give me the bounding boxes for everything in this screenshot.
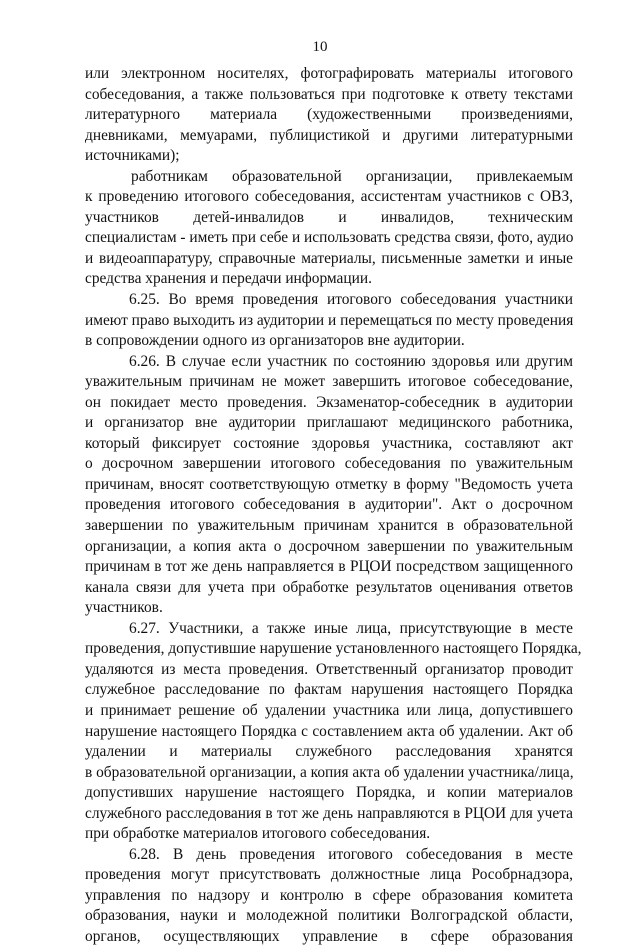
text-line: проведения, допустившие нарушение установленного настоящего Порядка, (85, 640, 582, 658)
text-line: и видеоаппаратуру, справочные материалы, письменные заметки и иные (85, 249, 573, 267)
text-line: удалении и материалы служебного расследования хранятся (85, 743, 573, 761)
text-line: при обработке материалов итогового собеседования. (85, 825, 431, 843)
paragraph-start-line: 6.25. Во время проведения итогового собеседования участники (129, 291, 573, 309)
document-body (85, 64, 582, 948)
text-line: органов, осуществляющих управление в сфере образования (85, 927, 573, 945)
text-line: литературного материала (художественными произведениями, (85, 106, 573, 124)
text-line: собеседования, а также пользоваться при подготовке к ответу текстами (85, 85, 573, 103)
text-line: он покидает место проведения. Экзаменатор-собеседник в аудитории (85, 393, 573, 411)
text-line: допустивших нарушение настоящего Порядка, и копии материалов (85, 784, 573, 802)
text-line: участников детей-инвалидов и инвалидов, техническим (85, 208, 573, 226)
text-line: и принимает решение об удалении участника или лица, допустившего (85, 701, 573, 719)
text-line: управления по надзору и контролю в сфере образования комитета (85, 886, 573, 904)
text-line: проведения итогового собеседования в аудитории". Акт о досрочном (85, 496, 573, 514)
text-line: причинам в тот же день направляется в РЦОИ посредством защищенного (85, 558, 573, 576)
text-line: к проведению итогового собеседования, ассистентам участников с ОВЗ, (85, 188, 573, 206)
text-line: нарушение настоящего Порядка с составлением акта об удалении. Акт об (85, 722, 573, 740)
paragraph-start-line: 6.27. Участники, а также иные лица, присутствующие в месте (129, 619, 573, 637)
text-line: канала связи для учета при обработке результатов оценивания ответов (85, 578, 573, 596)
text-line: средства хранения и передачи информации. (85, 270, 372, 288)
text-line: служебного расследования в тот же день направляются в РЦОИ для учета (85, 804, 573, 822)
text-line: удаляются из места проведения. Ответственный организатор проводит (85, 660, 573, 678)
text-line: организации, а копия акта о досрочном завершении по уважительным (85, 537, 573, 555)
text-line: и организатор вне аудитории приглашают медицинского работника, (85, 414, 573, 432)
page-number: 10 (312, 39, 328, 55)
text-line: источниками); (85, 147, 180, 165)
paragraph-start-line: работникам образовательной организации, привлекаемым (131, 167, 573, 185)
text-line: в образовательной организации, а копия акта об удалении участника/лица, (85, 763, 574, 781)
paragraph-start-line: 6.26. В случае если участник по состоянию здоровья или другим (129, 352, 573, 370)
text-line: о досрочном завершении итогового собеседования по уважительным (85, 455, 573, 473)
text-line: образования, науки и молодежной политики Волгоградской области, (85, 907, 573, 925)
text-line: в сопровождении одного из организаторов вне аудитории. (85, 332, 465, 350)
text-line: или электронном носителях, фотографировать материалы итогового (85, 65, 573, 82)
text-line: служебное расследование по фактам нарушения настоящего Порядка (85, 681, 573, 699)
text-line: имеют право выходить из аудитории и перемещаться по месту проведения (85, 311, 574, 329)
text-line: проведения могут присутствовать должностные лица Рособрнадзора, (85, 866, 573, 884)
text-line: причинам, вносят соответствующую отметку в форму "Ведомость учета (85, 475, 573, 493)
text-line: участников. (85, 599, 163, 617)
paragraph-start-line: 6.28. В день проведения итогового собеседования в месте (129, 845, 573, 863)
text-line: уважительным причинам не может завершить итоговое собеседование, (85, 373, 573, 391)
text-line: специалистам - иметь при себе и использовать средства связи, фото, аудио (85, 229, 574, 247)
text-line: дневниками, мемуарами, публицистикой и другими литературными (85, 126, 573, 144)
text-line: завершении по уважительным причинам хранится в образовательной (85, 517, 573, 535)
text-line: который фиксирует состояние здоровья участника, составляют акт (85, 434, 573, 452)
